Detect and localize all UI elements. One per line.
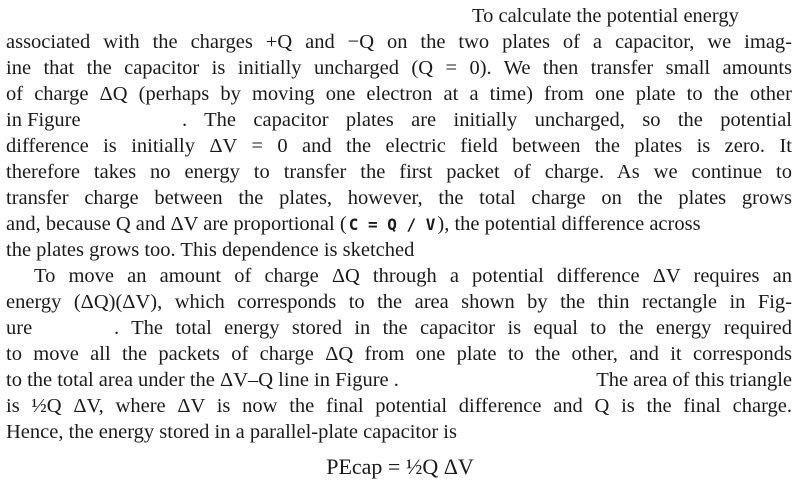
paragraph-1-line-9 [6,211,792,238]
paragraph-2-line-5-rest [512,367,792,393]
text-line: To calculate the potential energy [472,5,739,27]
paragraph-1-line-3 [6,55,792,81]
paragraph-1-line-10 [6,237,792,263]
text-line: . The total energy stored in the capacitor is equal to the energy required [114,317,792,339]
paragraph-2-line-6 [6,393,792,419]
paragraph-1-line-7 [6,159,792,185]
text-line: of charge ΔQ (perhaps by moving one electron at a time) from one plate to the other [6,83,792,105]
energy-equation [0,452,800,482]
text-line: ine that the capacitor is initially uncharged (Q = 0). We then transfer small amounts [6,57,792,79]
text-line: ), the potential difference across [437,213,701,235]
paragraph-1-line-5-rest [182,107,792,133]
paragraph-1-line-6 [6,133,792,159]
text-line: the plates grows too. This dependence is sketched [6,239,415,261]
figure-reference: to the total area under the ΔV–Q line in Figure . [6,369,399,391]
text-line: energy (ΔQ)(ΔV), which corresponds to the area shown by the thin rectangle in Fig- [6,291,792,313]
equation-text: PEcap = ½Q ΔV [326,454,474,479]
paragraph-1-line-1 [472,3,792,29]
inline-formula: C = Q / V [348,215,436,234]
paragraph-1-line-8 [6,185,792,211]
text-line: difference is initially ΔV = 0 and the electric field between the plates is zero. It [6,135,792,157]
paragraph-2-line-3-rest [114,315,792,341]
text-line: To move an amount of charge ΔQ through a potential difference ΔV requires an [34,265,792,287]
paragraph-2-line-4 [6,341,792,367]
text-line: therefore takes no energy to transfer the first packet of charge. As we continue to [6,161,792,183]
text-line: ure [6,317,33,339]
text-line: transfer charge between the plates, however, the total charge on the plates grows [6,187,792,209]
paragraph-1-line-4 [6,81,792,107]
text-line: and, because Q and ΔV are proportional ( [6,213,347,235]
figure-reference: in Figure [6,109,81,131]
paragraph-2-line-1 [34,263,792,289]
paragraph-1-line-2 [6,29,792,55]
text-line: is ½Q ΔV, where ΔV is now the final potential difference and Q is the final charge. [6,395,792,417]
paragraph-2-line-2 [6,289,792,315]
text-line: . The capacitor plates are initially uncharged, so the potential [182,109,792,131]
paragraph-2-line-7 [6,419,792,445]
text-line: to move all the packets of charge ΔQ from one plate to the other, and it corresponds [6,343,792,365]
text-line: associated with the charges +Q and −Q on the two plates of a capacitor, we imag- [6,31,792,53]
text-line: Hence, the energy stored in a parallel-plate capacitor is [6,421,457,443]
text-line: The area of this triangle [596,369,792,391]
